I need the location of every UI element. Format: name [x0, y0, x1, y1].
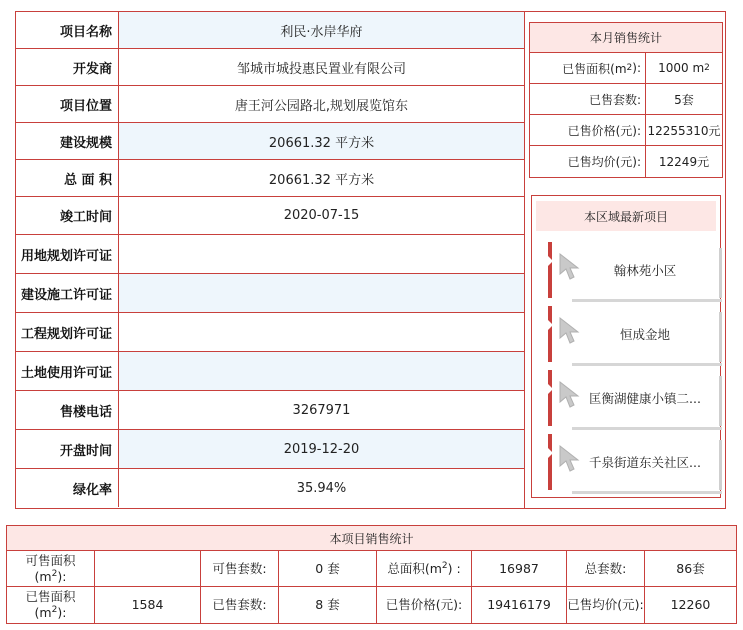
info-label: 竣工时间 — [16, 197, 119, 234]
total-area-label: 总面积$(m^2)$ : — [377, 551, 472, 586]
project-card[interactable] — [548, 434, 716, 490]
sold-price-label: 已售价格(元): — [377, 587, 472, 623]
info-label: 项目名称 — [16, 12, 119, 48]
info-label: 用地规划许可证 — [16, 235, 119, 273]
avail-units-label: 可售套数: — [201, 551, 279, 586]
info-label: 开发商 — [16, 49, 119, 85]
arrow-right-icon — [548, 320, 553, 330]
info-row-developer — [16, 49, 524, 86]
info-label: 开盘时间 — [16, 430, 119, 468]
info-row-opening — [16, 430, 524, 469]
info-value — [119, 313, 524, 351]
avg-price-label: 已售均价(元): — [567, 587, 645, 623]
project-info-table — [16, 12, 524, 507]
stats-row-available — [7, 551, 736, 587]
info-row-total-area — [16, 160, 524, 197]
info-row-name — [16, 12, 524, 49]
monthly-sales-title: 本月销售统计 — [530, 23, 722, 53]
monthly-sold-units-value: 5套 — [674, 92, 694, 107]
total-area-value: 16987 — [472, 551, 567, 586]
monthly-sold-price-row — [530, 115, 722, 146]
total-units-value: 86套 — [676, 560, 705, 576]
info-label: 总 面 积 — [16, 160, 119, 196]
info-value — [119, 352, 524, 390]
arrow-right-icon — [548, 448, 553, 458]
card-shadow — [572, 491, 722, 494]
monthly-avg-price-value: 12249元 — [658, 155, 710, 169]
project-card[interactable] — [548, 242, 716, 298]
info-value: 35.94% — [296, 480, 347, 496]
info-row-land-use-permit — [16, 352, 524, 391]
monthly-sold-area-row — [530, 53, 722, 84]
info-label: 工程规划许可证 — [16, 313, 119, 351]
sold-price-value: 19416179 — [472, 587, 567, 623]
card-shadow — [572, 299, 722, 302]
arrow-right-icon — [548, 384, 553, 394]
info-value: 20661.32 平方米 — [268, 172, 375, 188]
info-row-phone — [16, 391, 524, 430]
monthly-sold-units-label: 已售套数: — [530, 84, 646, 114]
monthly-avg-price-label: 已售均价(元): — [530, 146, 646, 177]
region-title: 本区域最新项目 — [536, 201, 716, 231]
monthly-sold-price-label: 已售价格(元): — [530, 115, 646, 145]
stats-row-sold — [7, 587, 736, 623]
info-value — [119, 235, 524, 273]
region-latest-projects — [531, 195, 721, 498]
info-label: 建设规模 — [16, 123, 119, 159]
info-row-construction-permit — [16, 274, 524, 313]
card-shadow — [572, 427, 722, 430]
info-label: 绿化率 — [16, 469, 119, 507]
card-shadow — [719, 248, 722, 298]
info-label: 土地使用许可证 — [16, 352, 119, 390]
info-row-scale — [16, 123, 524, 160]
info-value — [119, 274, 524, 312]
info-row-land-permit — [16, 235, 524, 274]
avg-price-value: 12260 — [670, 597, 711, 613]
info-row-location — [16, 86, 524, 123]
info-value: 邹城市城投惠民置业有限公司 — [236, 61, 406, 77]
info-row-engineering-permit — [16, 313, 524, 352]
card-shadow — [719, 376, 722, 426]
card-shadow — [719, 440, 722, 490]
total-units-label: 总套数: — [567, 551, 645, 586]
info-row-completion — [16, 197, 524, 235]
project-name-link[interactable]: 匡衡湖健康小镇二... — [589, 391, 701, 406]
info-label: 售楼电话 — [16, 391, 119, 429]
monthly-sold-units-row — [530, 84, 722, 115]
sold-area-label: 已售面积 $(m^2)$: — [7, 587, 95, 623]
avail-area-value — [95, 551, 201, 586]
project-name-link[interactable]: 恒成金地 — [619, 327, 670, 342]
monthly-sold-area-label: 已售面积(m 2 ): — [530, 53, 646, 83]
sales-phone[interactable]: 3267971 — [292, 402, 351, 418]
project-card[interactable] — [548, 370, 716, 426]
monthly-sold-price-value: 12255310元 — [647, 123, 721, 138]
info-row-green-rate — [16, 469, 524, 507]
info-value: 2020-07-15 — [283, 208, 360, 223]
frame-divider — [524, 11, 525, 509]
info-value: 唐王河公园路北,规划展览馆东 — [234, 98, 409, 114]
info-value: 20661.32 平方米 — [119, 123, 524, 159]
monthly-sold-area-value: 1000 m 2 — [658, 61, 710, 75]
project-name-link[interactable]: 翰林苑小区 — [613, 263, 677, 278]
avail-area-label: 可售面积 $(m^2)$: — [7, 551, 95, 586]
project-sales-title: 本项目销售统计 — [7, 526, 736, 551]
info-label: 项目位置 — [16, 86, 119, 122]
project-card[interactable] — [548, 306, 716, 362]
info-value: 利民·水岸华府 — [119, 12, 524, 48]
card-shadow — [719, 312, 722, 362]
project-name-link[interactable]: 千泉街道东关社区... — [589, 455, 701, 470]
sold-units-value: 8 套 — [279, 587, 377, 623]
sold-area-value: 1584 — [95, 587, 201, 623]
card-shadow — [572, 363, 722, 366]
info-value: 2019-12-20 — [119, 430, 524, 468]
project-sales-stats — [6, 525, 737, 624]
arrow-right-icon — [548, 256, 553, 266]
monthly-avg-price-row — [530, 146, 722, 177]
monthly-sales-box — [529, 22, 723, 178]
avail-units-value: 0 套 — [279, 551, 377, 586]
sold-units-label: 已售套数: — [201, 587, 279, 623]
info-label: 建设施工许可证 — [16, 274, 119, 312]
